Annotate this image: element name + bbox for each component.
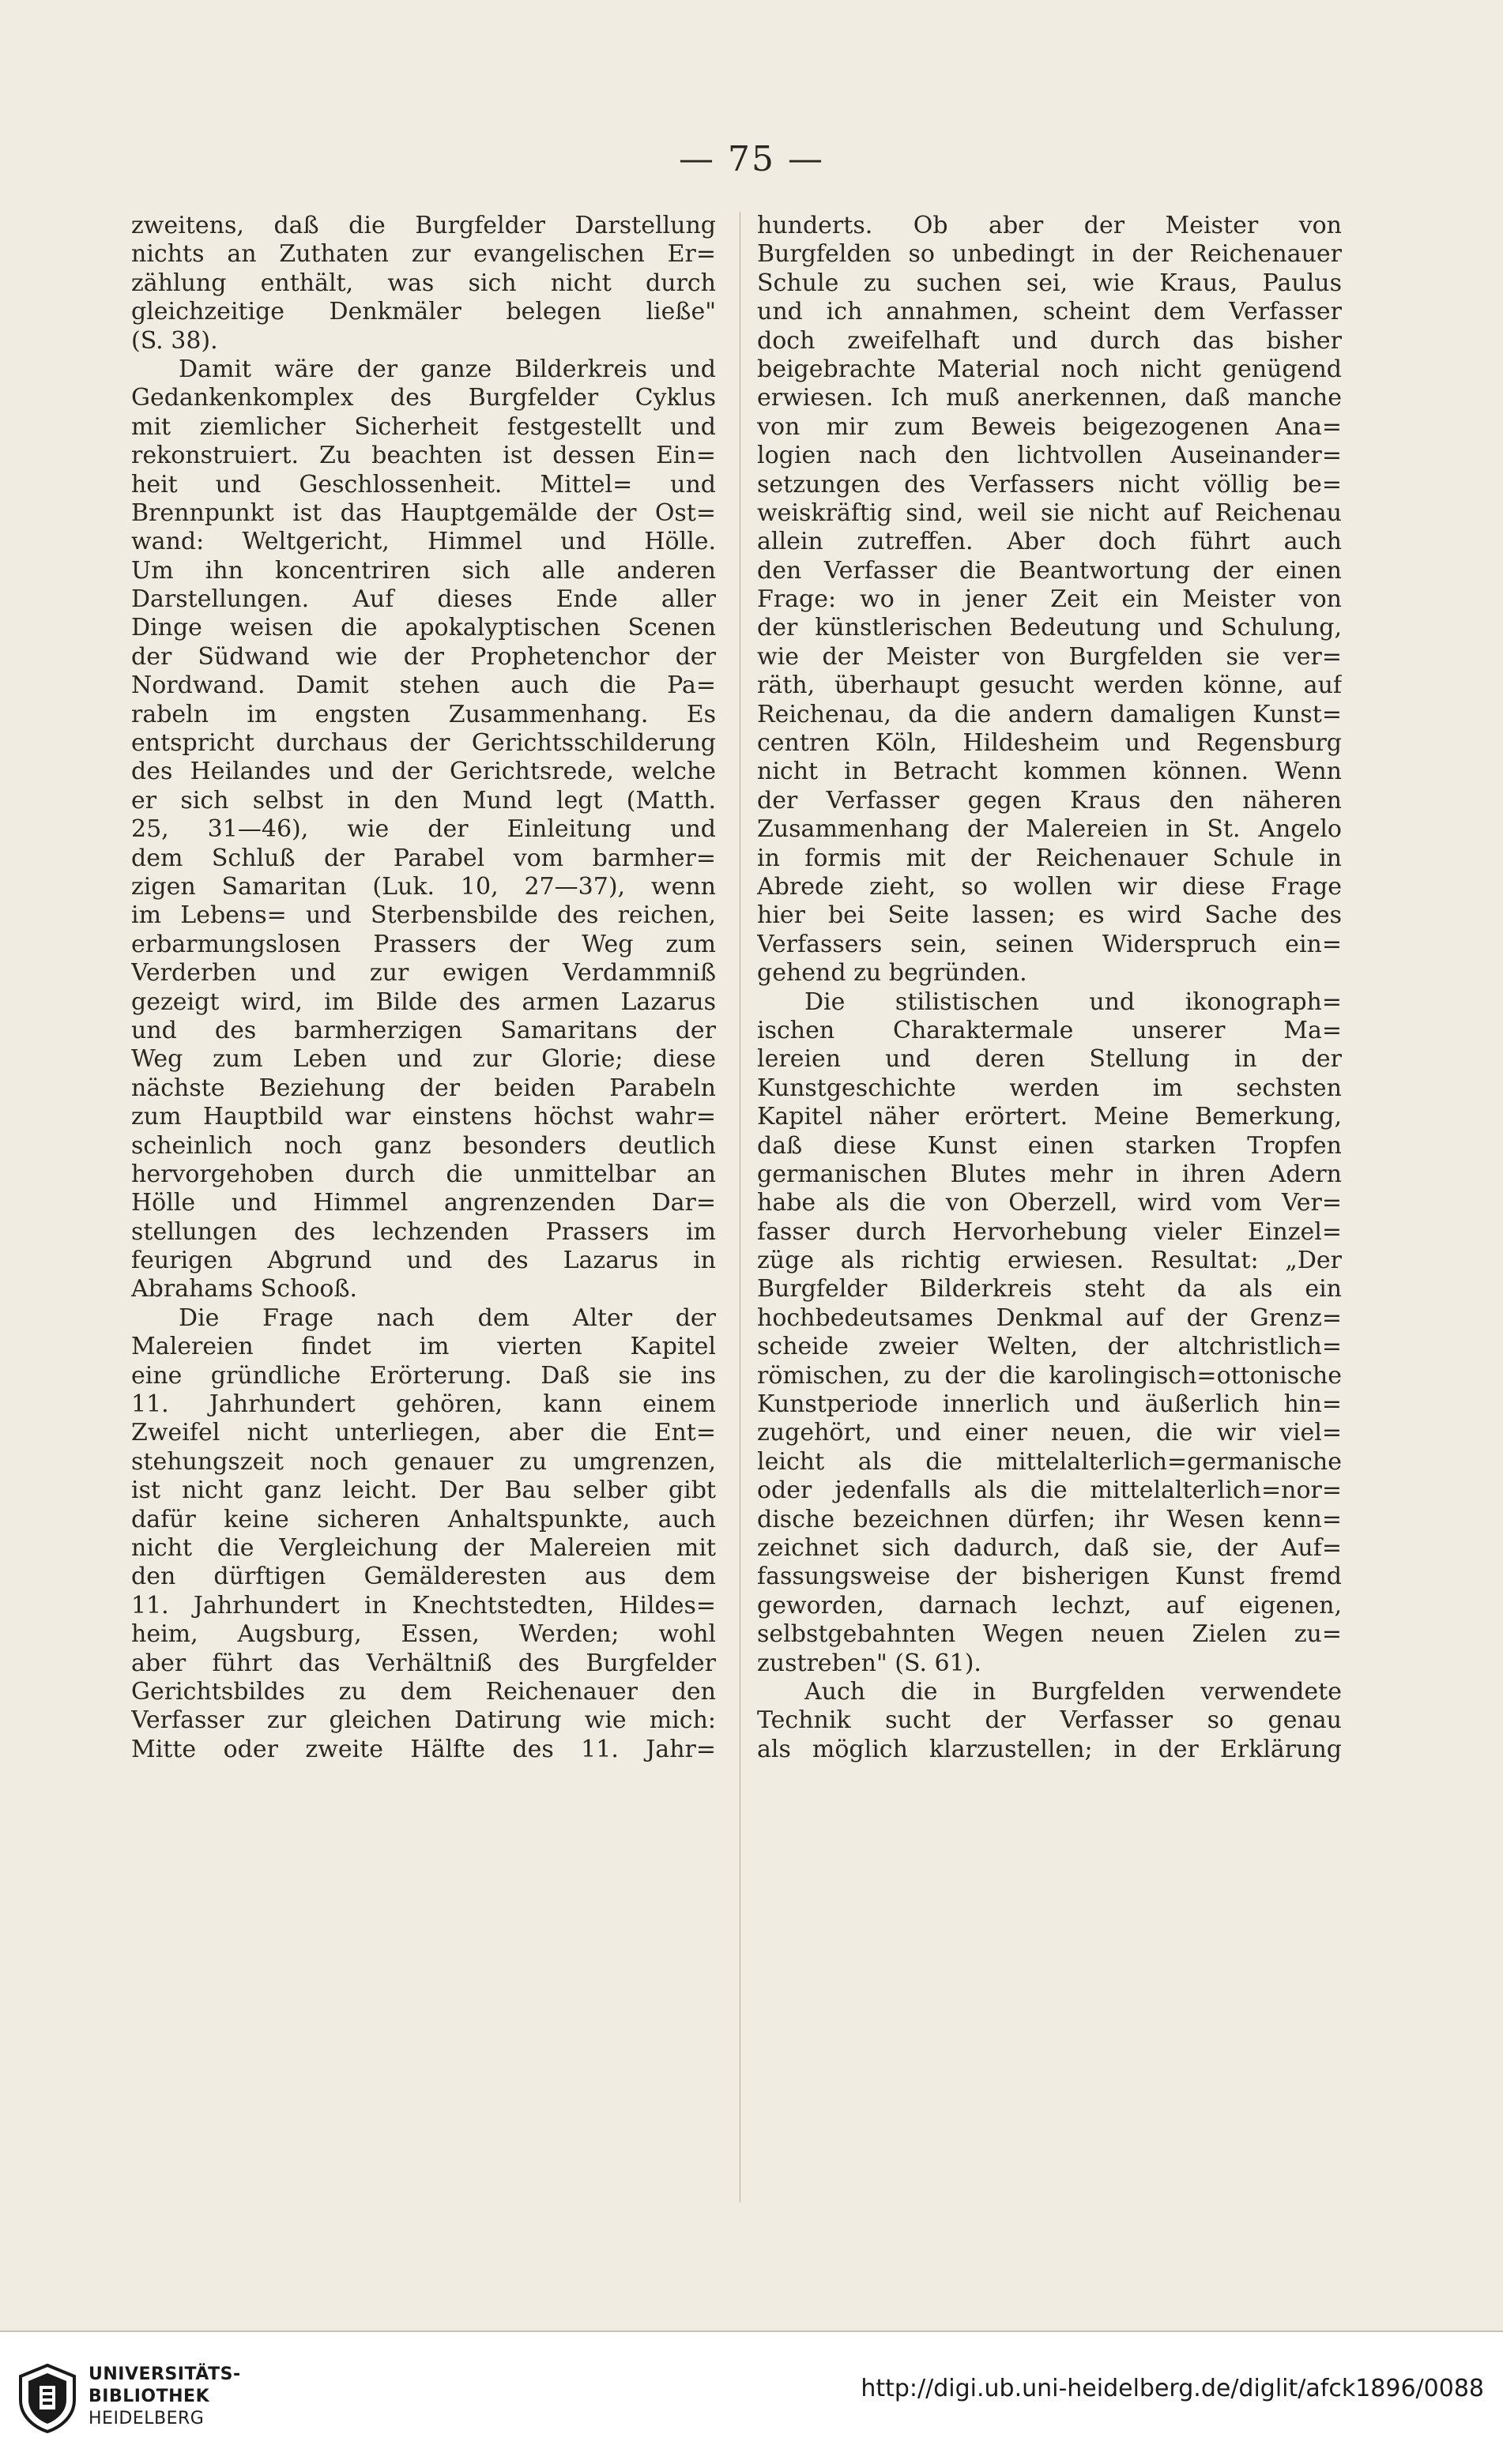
text-line: aber führt das Verhältniß des Burgfelder: [131, 1649, 716, 1677]
text-line: zigen Samaritan (Luk. 10, 27—37), wenn: [131, 872, 716, 901]
text-line: ischen Charaktermale unserer Ma=: [757, 1016, 1342, 1044]
text-line: geworden, darnach lechzt, auf eigenen,: [757, 1591, 1342, 1619]
text-line: Verderben und zur ewigen Verdammniß: [131, 959, 716, 987]
text-line: Mitte oder zweite Hälfte des 11. Jahr=: [131, 1735, 716, 1763]
library-name-line: HEIDELBERG: [89, 2409, 205, 2428]
text-line: weiskräftig sind, weil sie nicht auf Reichenau: [757, 498, 1342, 527]
text-line: rabeln im engsten Zusammenhang. Es: [131, 700, 716, 728]
text-line: Kapitel näher erörtert. Meine Bemerkung,: [757, 1103, 1342, 1131]
text-line: ist nicht ganz leicht. Der Bau selber gibt: [131, 1477, 716, 1505]
text-line: hervorgehoben durch die unmittelbar an: [131, 1160, 716, 1188]
text-line: Um ihn koncentriren sich alle anderen: [131, 556, 716, 585]
text-line: Darstellungen. Auf dieses Ende aller: [131, 585, 716, 614]
text-line: züge als richtig erwiesen. Resultat: „Der: [757, 1247, 1342, 1275]
text-line: gleichzeitige Denkmäler belegen ließe": [131, 298, 716, 326]
text-line: nichts an Zuthaten zur evangelischen Er=: [131, 240, 716, 269]
text-line: Kunstgeschichte werden im sechsten: [757, 1074, 1342, 1102]
text-line: wand: Weltgericht, Himmel und Hölle.: [131, 528, 716, 556]
text-line: Hölle und Himmel angrenzenden Dar=: [131, 1189, 716, 1217]
text-line: zeichnet sich dadurch, daß sie, der Auf=: [757, 1533, 1342, 1562]
text-line: nicht in Betracht kommen können. Wenn: [757, 758, 1342, 786]
text-line: Zweifel nicht unterliegen, aber die Ent=: [131, 1419, 716, 1447]
text-line: Technik sucht der Verfasser so genau: [757, 1706, 1342, 1735]
text-line: Dinge weisen die apokalyptischen Scenen: [131, 614, 716, 642]
text-line: Kunstperiode innerlich und äußerlich hin=: [757, 1390, 1342, 1419]
text-line: räth, überhaupt gesucht werden könne, auf: [757, 671, 1342, 700]
text-line: selbstgebahnten Wegen neuen Zielen zu=: [757, 1620, 1342, 1649]
text-line: er sich selbst in den Mund legt (Matth.: [131, 786, 716, 814]
library-name-line: BIBLIOTHEK: [89, 2387, 210, 2406]
library-name-line: UNIVERSITÄTS-: [89, 2364, 241, 2384]
text-line: hier bei Seite lassen; es wird Sache des: [757, 901, 1342, 930]
text-line: setzungen des Verfassers nicht völlig be=: [757, 470, 1342, 498]
text-line: fassungsweise der bisherigen Kunst fremd: [757, 1563, 1342, 1591]
text-line: fasser durch Hervorhebung vieler Einzel=: [757, 1217, 1342, 1246]
text-line: zustreben" (S. 61).: [757, 1649, 981, 1677]
text-line: heim, Augsburg, Essen, Werden; wohl: [131, 1620, 716, 1649]
text-line: Nordwand. Damit stehen auch die Pa=: [131, 671, 716, 700]
text-line: zweitens, daß die Burgfelder Darstellung: [131, 212, 716, 239]
text-line: leicht als die mittelalterlich=germanische: [757, 1447, 1342, 1476]
text-line: dische bezeichnen dürfen; ihr Wesen kenn=: [757, 1505, 1342, 1533]
text-line: stellungen des lechzenden Prassers im: [131, 1217, 716, 1246]
right-text-column: [757, 212, 1342, 1764]
text-line: Weg zum Leben und zur Glorie; diese: [131, 1045, 716, 1074]
library-name: [89, 2364, 241, 2430]
source-url-link[interactable]: http://digi.ub.uni-heidelberg.de/diglit/afck1896/0088: [861, 2375, 1484, 2402]
text-line: Reichenau, da die andern damaligen Kunst=: [757, 700, 1342, 728]
text-line: Verfassers sein, seinen Widerspruch ein=: [757, 930, 1342, 958]
text-line: im Lebens= und Sterbensbilde des reichen,: [131, 901, 716, 930]
text-line: als möglich klarzustellen; in der Erklärung: [757, 1735, 1342, 1763]
text-line: Zusammenhang der Malereien in St. Angelo: [757, 815, 1342, 844]
text-line: mit ziemlicher Sicherheit festgestellt und: [131, 412, 716, 441]
text-line: feurigen Abgrund und des Lazarus in: [131, 1247, 716, 1275]
text-line: dem Schluß der Parabel vom barmher=: [131, 844, 716, 872]
library-seal-icon: [16, 2362, 79, 2433]
text-line: erbarmungslosen Prassers der Weg zum: [131, 930, 716, 958]
text-line: lereien und deren Stellung in der: [757, 1045, 1342, 1074]
text-line: gezeigt wird, im Bilde des armen Lazarus: [131, 987, 716, 1016]
text-line: scheinlich noch ganz besonders deutlich: [131, 1131, 716, 1160]
text-line: germanischen Blutes mehr in ihren Adern: [757, 1160, 1342, 1188]
text-line: allein zutreffen. Aber doch führt auch: [757, 528, 1342, 556]
text-line: Abrahams Schooß.: [131, 1275, 358, 1303]
text-line: 11. Jahrhundert in Knechtstedten, Hildes=: [131, 1591, 716, 1619]
text-line: oder jedenfalls als die mittelalterlich=nor=: [757, 1477, 1342, 1505]
text-line: der Verfasser gegen Kraus den näheren: [757, 786, 1342, 814]
text-line: Malereien findet im vierten Kapitel: [131, 1333, 716, 1361]
text-line: centren Köln, Hildesheim und Regensburg: [757, 729, 1342, 758]
text-line: hochbedeutsames Denkmal auf der Grenz=: [757, 1303, 1342, 1332]
text-line: doch zweifelhaft und durch das bisher: [757, 326, 1342, 355]
text-line: logien nach den lichtvollen Auseinander=: [757, 442, 1342, 470]
text-line: beigebrachte Material noch nicht genügend: [757, 355, 1342, 383]
text-line: zugehört, und einer neuen, die wir viel=: [757, 1419, 1342, 1447]
text-line: Schule zu suchen sei, wie Kraus, Paulus: [757, 269, 1342, 297]
text-line: Damit wäre der ganze Bilderkreis und: [179, 355, 716, 383]
text-line: nicht die Vergleichung der Malereien mit: [131, 1533, 716, 1562]
text-line: nächste Beziehung der beiden Parabeln: [131, 1074, 716, 1102]
text-line: stehungszeit noch genauer zu umgrenzen,: [131, 1447, 716, 1476]
text-line: Abrede zieht, so wollen wir diese Frage: [757, 872, 1342, 901]
text-line: Gedankenkomplex des Burgfelder Cyklus: [131, 384, 716, 412]
text-line: (S. 38).: [131, 326, 218, 355]
text-line: von mir zum Beweis beigezogenen Ana=: [757, 412, 1342, 441]
text-line: Burgfelden so unbedingt in der Reichenauer: [757, 240, 1342, 269]
text-line: eine gründliche Erörterung. Daß sie ins: [131, 1361, 716, 1390]
text-line: den dürftigen Gemälderesten aus dem: [131, 1563, 716, 1591]
text-line: dafür keine sicheren Anhaltspunkte, auch: [131, 1505, 716, 1533]
text-line: Brennpunkt ist das Hauptgemälde der Ost=: [131, 498, 716, 527]
text-line: Verfasser zur gleichen Datirung wie mich:: [131, 1706, 716, 1735]
text-line: 11. Jahrhundert gehören, kann einem: [131, 1390, 716, 1419]
footer-bar: [0, 2332, 1503, 2464]
text-line: heit und Geschlossenheit. Mittel= und: [131, 470, 716, 498]
text-line: in formis mit der Reichenauer Schule in: [757, 844, 1342, 872]
text-line: entspricht durchaus der Gerichtsschilderung: [131, 729, 716, 758]
text-line: erwiesen. Ich muß anerkennen, daß manche: [757, 384, 1342, 412]
page-number: — 75 —: [679, 139, 824, 179]
text-line: den Verfasser die Beantwortung der einen: [757, 556, 1342, 585]
text-line: Frage: wo in jener Zeit ein Meister von: [757, 585, 1342, 614]
text-line: Auch die in Burgfelden verwendete: [804, 1677, 1342, 1706]
text-line: rekonstruiert. Zu beachten ist dessen Ein=: [131, 442, 716, 470]
text-line: Burgfelder Bilderkreis steht da als ein: [757, 1275, 1342, 1303]
text-line: Die Frage nach dem Alter der: [179, 1303, 716, 1332]
text-line: wie der Meister von Burgfelden sie ver=: [757, 642, 1342, 671]
text-line: und ich annahmen, scheint dem Verfasser: [757, 298, 1342, 326]
text-line: Die stilistischen und ikonograph=: [804, 987, 1342, 1016]
text-line: gehend zu begründen.: [757, 959, 1027, 987]
text-line: habe als die von Oberzell, wird vom Ver=: [757, 1189, 1342, 1217]
text-line: des Heilandes und der Gerichtsrede, welche: [131, 758, 716, 786]
left-text-column: [131, 212, 716, 1764]
text-line: zum Hauptbild war einstens höchst wahr=: [131, 1103, 716, 1131]
text-line: römischen, zu der die karolingisch=ottonische: [757, 1361, 1342, 1390]
text-line: der Südwand wie der Prophetenchor der: [131, 642, 716, 671]
text-line: 25, 31—46), wie der Einleitung und: [131, 815, 716, 844]
text-line: daß diese Kunst einen starken Tropfen: [757, 1131, 1342, 1160]
text-line: der künstlerischen Bedeutung und Schulung,: [757, 614, 1342, 642]
text-line: und des barmherzigen Samaritans der: [131, 1016, 716, 1044]
text-line: scheide zweier Welten, der altchristlich=: [757, 1333, 1342, 1361]
text-line: Gerichtsbildes zu dem Reichenauer den: [131, 1677, 716, 1706]
text-line: hunderts. Ob aber der Meister von: [757, 212, 1342, 239]
text-line: zählung enthält, was sich nicht durch: [131, 269, 716, 297]
